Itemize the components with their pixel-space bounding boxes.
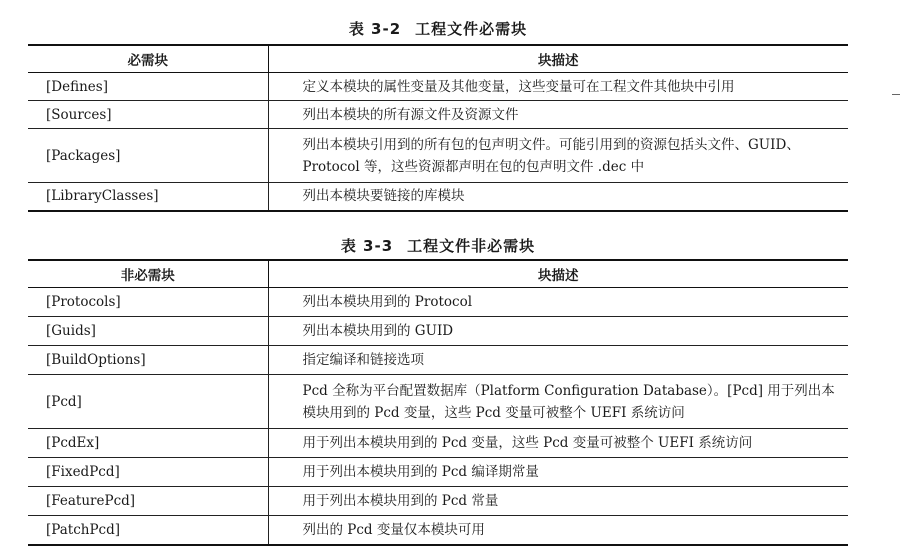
header-optional-block: 非必需块 <box>28 260 268 288</box>
table-row <box>28 317 848 346</box>
block-description-cell: Pcd 全称为平台配置数据库（Platform Configuration Database）。[Pcd] 用于列出本模块用到的 Pcd 变量，这些 Pcd 变量可被整个 UEFI 系统访问 <box>268 375 848 429</box>
table-row <box>28 101 848 129</box>
block-description-cell: 列出本模块用到的 Protocol <box>268 288 848 317</box>
block-description-cell: 列出本模块引用到的所有包的包声明文件。可能引用到的资源包括头文件、GUID、Protocol 等，这些资源都声明在包的包声明文件 .dec 中 <box>268 129 848 183</box>
table-row <box>28 288 848 317</box>
table-3-3-caption <box>28 235 848 256</box>
block-description-cell: 用于列出本模块用到的 Pcd 变量，这些 Pcd 变量可被整个 UEFI 系统访问 <box>268 429 848 458</box>
block-name-cell: [PcdEx] <box>28 429 268 458</box>
table-row <box>28 183 848 211</box>
block-description-cell: 列出本模块用到的 GUID <box>268 317 848 346</box>
table-header-row <box>28 260 848 288</box>
block-description-cell: 列出本模块要链接的库模块 <box>268 183 848 211</box>
header-required-block: 必需块 <box>28 45 268 73</box>
block-description-cell: 定义本模块的属性变量及其他变量，这些变量可在工程文件其他块中引用 <box>268 73 848 101</box>
table-header-row <box>28 45 848 73</box>
block-name-cell: [PatchPcd] <box>28 516 268 545</box>
table-3-3-number: 表 3-3 <box>340 237 394 255</box>
block-description-cell: 列出的 Pcd 变量仅本模块可用 <box>268 516 848 545</box>
margin-mark <box>892 94 900 95</box>
table-row <box>28 129 848 183</box>
table-3-3-title: 工程文件非必需块 <box>407 237 536 255</box>
table-row <box>28 487 848 516</box>
block-name-cell: [Protocols] <box>28 288 268 317</box>
block-name-cell: [Packages] <box>28 129 268 183</box>
block-name-cell: [Guids] <box>28 317 268 346</box>
header-block-description: 块描述 <box>268 45 848 73</box>
block-description-cell: 列出本模块的所有源文件及资源文件 <box>268 101 848 129</box>
table-3-2-caption <box>28 18 848 39</box>
table-3-2-number: 表 3-2 <box>348 20 402 38</box>
block-description-cell: 用于列出本模块用到的 Pcd 编译期常量 <box>268 458 848 487</box>
table-3-2-title: 工程文件必需块 <box>415 20 528 38</box>
table-row <box>28 516 848 545</box>
block-name-cell: [Pcd] <box>28 375 268 429</box>
block-description-cell: 用于列出本模块用到的 Pcd 常量 <box>268 487 848 516</box>
table-row <box>28 346 848 375</box>
block-description-cell: 指定编译和链接选项 <box>268 346 848 375</box>
block-name-cell: [Sources] <box>28 101 268 129</box>
block-name-cell: [FeaturePcd] <box>28 487 268 516</box>
block-name-cell: [Defines] <box>28 73 268 101</box>
table-row <box>28 73 848 101</box>
header-block-description: 块描述 <box>268 260 848 288</box>
table-row <box>28 429 848 458</box>
table-row <box>28 458 848 487</box>
block-name-cell: [FixedPcd] <box>28 458 268 487</box>
block-name-cell: [BuildOptions] <box>28 346 268 375</box>
table-row <box>28 375 848 429</box>
required-blocks-table <box>28 44 848 212</box>
block-name-cell: [LibraryClasses] <box>28 183 268 211</box>
optional-blocks-table <box>28 259 848 546</box>
